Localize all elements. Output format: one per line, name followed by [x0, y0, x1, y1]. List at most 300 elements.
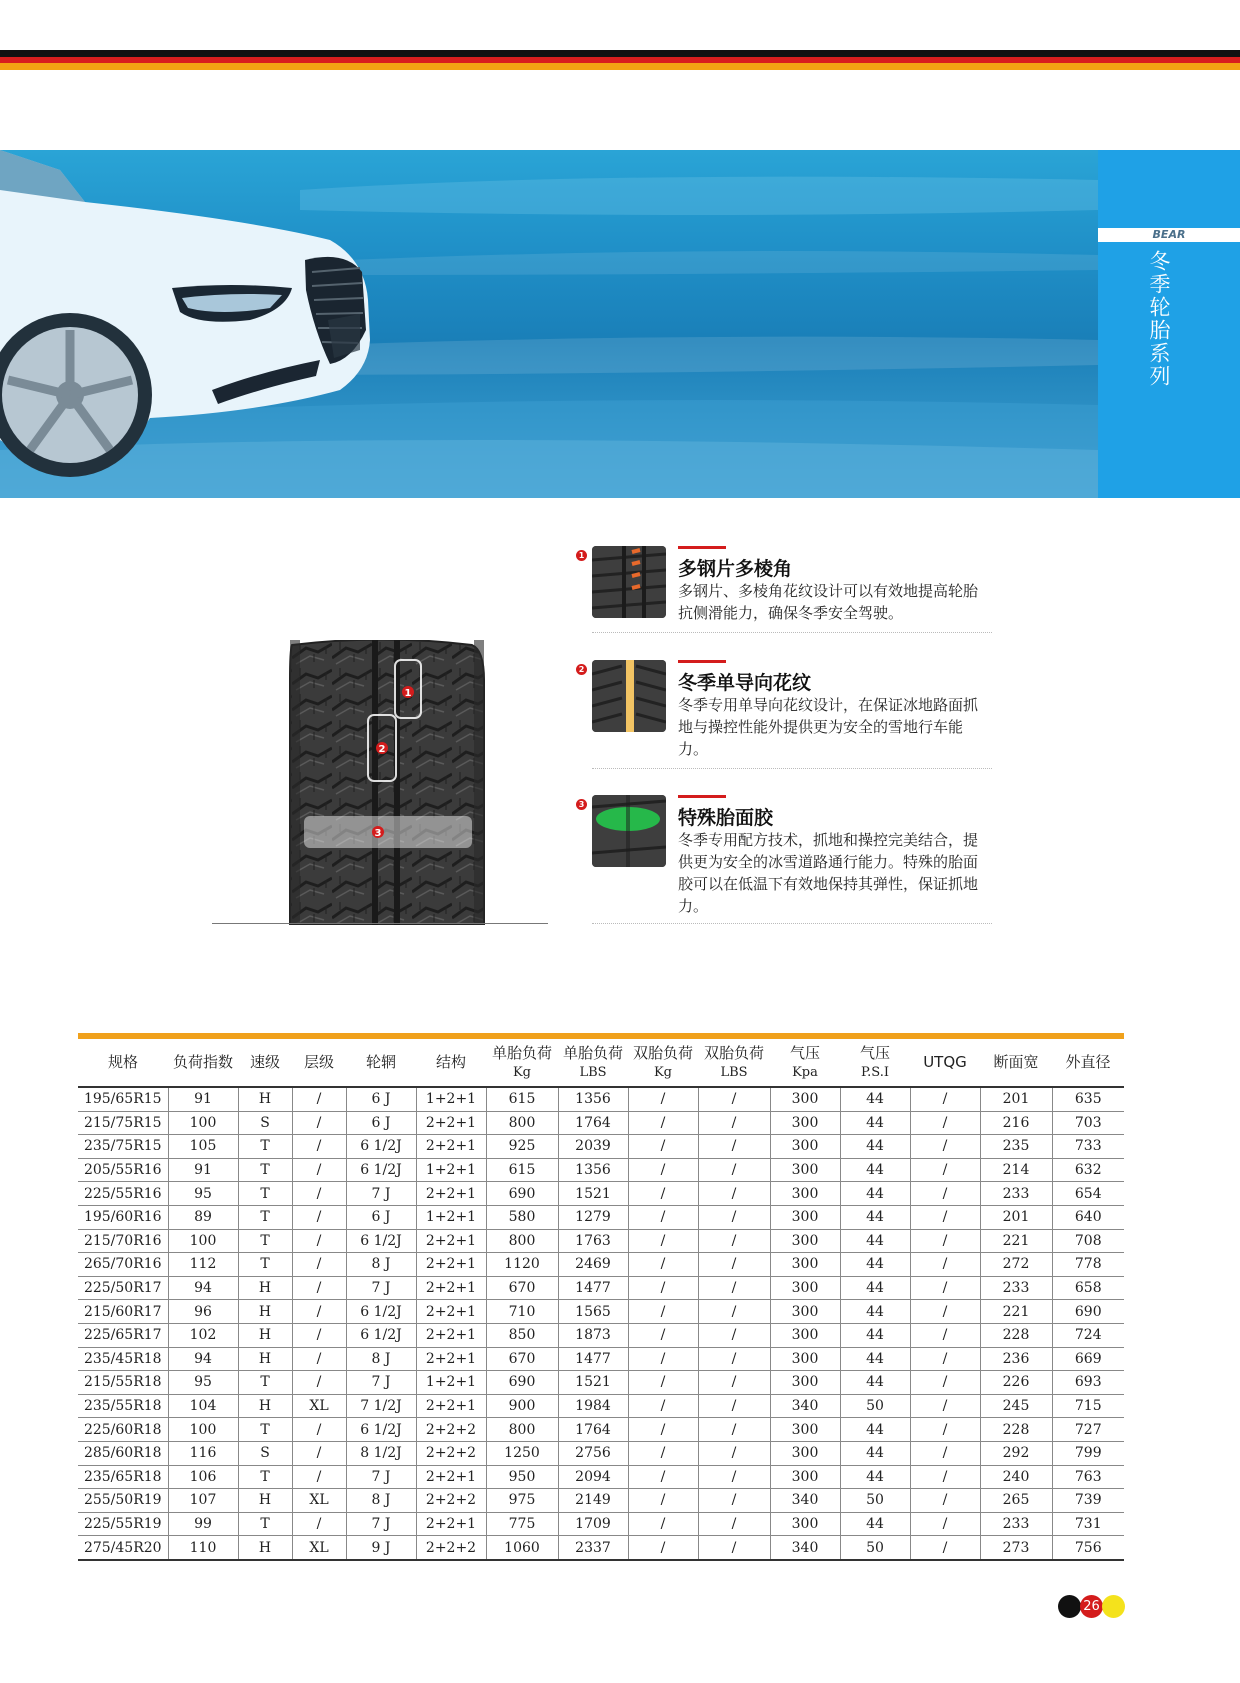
table-cell: / — [698, 1205, 770, 1229]
table-cell: / — [698, 1371, 770, 1395]
table-cell: 775 — [486, 1512, 558, 1536]
table-cell: 215/55R18 — [78, 1371, 168, 1395]
table-cell: 99 — [168, 1512, 238, 1536]
table-cell: / — [698, 1465, 770, 1489]
table-cell: / — [910, 1418, 980, 1442]
feature-accent-line — [678, 795, 726, 798]
table-cell: 116 — [168, 1441, 238, 1465]
column-header-unit: Kg — [512, 1064, 532, 1080]
table-cell: / — [628, 1300, 698, 1324]
column-header-label: 气压 — [789, 1043, 820, 1062]
table-cell: 800 — [486, 1229, 558, 1253]
table-row — [78, 1323, 1124, 1347]
table-cell: 44 — [840, 1276, 910, 1300]
table-cell: 265 — [980, 1489, 1052, 1513]
table-cell: / — [628, 1347, 698, 1371]
table-cell: 2+2+1 — [416, 1182, 486, 1206]
table-cell: H — [238, 1536, 292, 1560]
table-cell: 233 — [980, 1276, 1052, 1300]
table-cell: 800 — [486, 1418, 558, 1442]
column-header — [628, 1039, 698, 1087]
table-row — [78, 1205, 1124, 1229]
table-cell: 2+2+1 — [416, 1111, 486, 1135]
table-cell: 228 — [980, 1323, 1052, 1347]
table-row — [78, 1253, 1124, 1277]
table-cell: 1250 — [486, 1441, 558, 1465]
feature-description: 冬季专用单导向花纹设计，在保证冰地路面抓地与操控性能外提供更为安全的雪地行车能力。 — [678, 696, 979, 758]
table-cell: 236 — [980, 1347, 1052, 1371]
table-cell: 632 — [1052, 1158, 1124, 1182]
table-cell: 233 — [980, 1512, 1052, 1536]
table-cell: 9 J — [346, 1536, 416, 1560]
table-cell: / — [698, 1489, 770, 1513]
table-cell: / — [910, 1300, 980, 1324]
table-cell: 6 1/2J — [346, 1300, 416, 1324]
table-cell: / — [628, 1371, 698, 1395]
table-cell: 7 J — [346, 1512, 416, 1536]
table-cell: 6 1/2J — [346, 1323, 416, 1347]
table-cell: / — [910, 1229, 980, 1253]
spec-table-body — [78, 1087, 1124, 1560]
table-cell: 44 — [840, 1323, 910, 1347]
table-cell: 107 — [168, 1489, 238, 1513]
table-cell: 300 — [770, 1512, 840, 1536]
table-cell: 2+2+1 — [416, 1323, 486, 1347]
feature-title: 特殊胎面胶 — [678, 807, 774, 829]
feature-accent-line — [678, 660, 726, 663]
table-cell: 340 — [770, 1536, 840, 1560]
table-cell: / — [628, 1276, 698, 1300]
top-stripe-black — [0, 50, 1240, 57]
table-cell: 44 — [840, 1300, 910, 1324]
column-header-unit: Kpa — [792, 1064, 818, 1080]
table-cell: / — [698, 1135, 770, 1159]
table-cell: / — [628, 1158, 698, 1182]
table-cell: / — [698, 1394, 770, 1418]
table-cell: 272 — [980, 1253, 1052, 1277]
table-cell: / — [628, 1323, 698, 1347]
column-header-unit: LBS — [579, 1064, 607, 1080]
table-cell: 2+2+1 — [416, 1347, 486, 1371]
table-cell: 6 1/2J — [346, 1158, 416, 1182]
table-cell: / — [292, 1300, 346, 1324]
column-header-label: 规格 — [107, 1053, 138, 1071]
table-cell: 44 — [840, 1441, 910, 1465]
column-header — [910, 1039, 980, 1087]
table-cell: S — [238, 1111, 292, 1135]
table-row — [78, 1371, 1124, 1395]
table-cell: 44 — [840, 1087, 910, 1111]
table-cell: / — [910, 1323, 980, 1347]
table-cell: 44 — [840, 1465, 910, 1489]
table-cell: 225/60R18 — [78, 1418, 168, 1442]
table-cell: H — [238, 1087, 292, 1111]
table-cell: 233 — [980, 1182, 1052, 1206]
table-row — [78, 1276, 1124, 1300]
table-cell: 763 — [1052, 1465, 1124, 1489]
table-cell: 96 — [168, 1300, 238, 1324]
page-indicator — [1058, 1595, 1138, 1619]
table-cell: 300 — [770, 1347, 840, 1371]
table-cell: / — [910, 1394, 980, 1418]
spec-table — [78, 1039, 1124, 1561]
table-cell: / — [628, 1418, 698, 1442]
table-cell: 6 1/2J — [346, 1418, 416, 1442]
table-cell: / — [292, 1135, 346, 1159]
table-cell: / — [628, 1229, 698, 1253]
table-cell: 950 — [486, 1465, 558, 1489]
table-row — [78, 1536, 1124, 1560]
table-cell: 292 — [980, 1441, 1052, 1465]
table-cell: 1356 — [558, 1158, 628, 1182]
table-cell: 300 — [770, 1111, 840, 1135]
column-header-unit: P.S.I — [861, 1064, 889, 1080]
table-row — [78, 1111, 1124, 1135]
table-cell: / — [698, 1111, 770, 1135]
table-row — [78, 1182, 1124, 1206]
table-cell: 1873 — [558, 1323, 628, 1347]
table-cell: 340 — [770, 1489, 840, 1513]
table-cell: / — [910, 1087, 980, 1111]
table-cell: 300 — [770, 1253, 840, 1277]
column-header-label: 双胎负荷 — [703, 1043, 764, 1062]
table-cell: 221 — [980, 1300, 1052, 1324]
table-cell: 2469 — [558, 1253, 628, 1277]
column-header-label: 速级 — [249, 1053, 280, 1071]
table-cell: / — [910, 1276, 980, 1300]
column-header-label: 断面宽 — [993, 1053, 1039, 1071]
table-cell: T — [238, 1158, 292, 1182]
table-cell: 1+2+1 — [416, 1371, 486, 1395]
table-cell: 669 — [1052, 1347, 1124, 1371]
table-cell: 235/65R18 — [78, 1465, 168, 1489]
table-cell: 44 — [840, 1135, 910, 1159]
table-cell: / — [698, 1182, 770, 1206]
table-cell: 2756 — [558, 1441, 628, 1465]
table-cell: 1763 — [558, 1229, 628, 1253]
table-cell: 100 — [168, 1229, 238, 1253]
table-cell: 2+2+2 — [416, 1441, 486, 1465]
table-cell: S — [238, 1441, 292, 1465]
table-cell: 727 — [1052, 1418, 1124, 1442]
table-cell: / — [628, 1489, 698, 1513]
table-cell: 245 — [980, 1394, 1052, 1418]
table-cell: 724 — [1052, 1323, 1124, 1347]
table-cell: 228 — [980, 1418, 1052, 1442]
table-cell: 2+2+1 — [416, 1512, 486, 1536]
table-cell: 670 — [486, 1276, 558, 1300]
table-cell: 205/55R16 — [78, 1158, 168, 1182]
table-cell: 300 — [770, 1135, 840, 1159]
table-cell: / — [698, 1276, 770, 1300]
table-cell: 778 — [1052, 1253, 1124, 1277]
table-cell: 2+2+2 — [416, 1489, 486, 1513]
table-cell: 44 — [840, 1205, 910, 1229]
table-cell: 221 — [980, 1229, 1052, 1253]
feature-description: 冬季专用配方技术，抓地和操控完美结合，提供更为安全的冰雪道路通行能力。特殊的胎面胶可以在低温下有效地保持其弹性，保证抓地力。 — [678, 831, 979, 915]
table-cell: 1709 — [558, 1512, 628, 1536]
ground-line — [212, 923, 548, 924]
top-stripe-gold — [0, 63, 1240, 70]
table-cell: 1120 — [486, 1253, 558, 1277]
table-row — [78, 1512, 1124, 1536]
table-cell: 6 1/2J — [346, 1135, 416, 1159]
table-cell: T — [238, 1182, 292, 1206]
table-cell: 285/60R18 — [78, 1441, 168, 1465]
table-cell: 95 — [168, 1371, 238, 1395]
table-cell: 690 — [486, 1371, 558, 1395]
table-cell: 2337 — [558, 1536, 628, 1560]
table-cell: 658 — [1052, 1276, 1124, 1300]
series-side-tab — [1098, 150, 1240, 498]
table-cell: / — [698, 1536, 770, 1560]
feature-accent-line — [678, 546, 726, 549]
table-cell: 215/75R15 — [78, 1111, 168, 1135]
table-cell: / — [628, 1182, 698, 1206]
table-cell: 8 1/2J — [346, 1441, 416, 1465]
table-cell: 690 — [486, 1182, 558, 1206]
table-cell: / — [910, 1182, 980, 1206]
table-cell: 708 — [1052, 1229, 1124, 1253]
table-cell: H — [238, 1489, 292, 1513]
table-cell: / — [910, 1536, 980, 1560]
table-cell: 7 1/2J — [346, 1394, 416, 1418]
table-cell: 850 — [486, 1323, 558, 1347]
table-cell: 1565 — [558, 1300, 628, 1324]
table-cell: / — [292, 1441, 346, 1465]
table-cell: 94 — [168, 1347, 238, 1371]
table-cell: 300 — [770, 1371, 840, 1395]
table-cell: 715 — [1052, 1394, 1124, 1418]
table-row — [78, 1158, 1124, 1182]
table-cell: H — [238, 1323, 292, 1347]
table-cell: 104 — [168, 1394, 238, 1418]
table-cell: 300 — [770, 1276, 840, 1300]
table-cell: XL — [292, 1394, 346, 1418]
column-header-label: UTQG — [923, 1053, 967, 1071]
table-cell: / — [292, 1418, 346, 1442]
table-cell: / — [698, 1512, 770, 1536]
page-dot-yellow — [1102, 1595, 1125, 1618]
table-cell: 44 — [840, 1158, 910, 1182]
table-cell: / — [628, 1441, 698, 1465]
column-header — [486, 1039, 558, 1087]
feature-item-3 — [572, 795, 992, 925]
table-cell: / — [628, 1536, 698, 1560]
table-cell: / — [292, 1323, 346, 1347]
feature-number: 2 — [576, 664, 587, 675]
table-cell: 216 — [980, 1111, 1052, 1135]
spec-table-header-row — [78, 1039, 1124, 1087]
column-header-unit: LBS — [720, 1064, 748, 1080]
table-cell: 733 — [1052, 1135, 1124, 1159]
table-cell: 2+2+1 — [416, 1300, 486, 1324]
table-cell: 106 — [168, 1465, 238, 1489]
table-cell: 300 — [770, 1418, 840, 1442]
table-cell: T — [238, 1465, 292, 1489]
table-cell: 690 — [1052, 1300, 1124, 1324]
table-cell: / — [292, 1182, 346, 1206]
table-cell: 731 — [1052, 1512, 1124, 1536]
table-cell: 300 — [770, 1158, 840, 1182]
table-cell: 1+2+1 — [416, 1205, 486, 1229]
feature-thumbnail-compound — [592, 795, 666, 867]
table-cell: 300 — [770, 1323, 840, 1347]
table-row — [78, 1087, 1124, 1111]
table-cell: / — [292, 1253, 346, 1277]
table-cell: 6 J — [346, 1111, 416, 1135]
table-cell: 1+2+1 — [416, 1087, 486, 1111]
table-cell: / — [698, 1441, 770, 1465]
table-cell: / — [292, 1371, 346, 1395]
tire-tread-illustration — [212, 640, 552, 925]
feature-number: 3 — [576, 799, 587, 810]
table-cell: 7 J — [346, 1182, 416, 1206]
table-cell: 2039 — [558, 1135, 628, 1159]
table-cell: 2+2+1 — [416, 1229, 486, 1253]
table-cell: 300 — [770, 1441, 840, 1465]
table-cell: 44 — [840, 1229, 910, 1253]
page-dot-black — [1058, 1595, 1081, 1618]
table-cell: 340 — [770, 1394, 840, 1418]
table-cell: H — [238, 1300, 292, 1324]
table-cell: 112 — [168, 1253, 238, 1277]
table-cell: T — [238, 1253, 292, 1277]
table-cell: 703 — [1052, 1111, 1124, 1135]
table-row — [78, 1394, 1124, 1418]
table-cell: 1+2+1 — [416, 1158, 486, 1182]
feature-divider — [592, 632, 992, 633]
table-cell: 615 — [486, 1087, 558, 1111]
table-cell: / — [292, 1465, 346, 1489]
table-cell: / — [628, 1394, 698, 1418]
column-header — [840, 1039, 910, 1087]
table-cell: T — [238, 1371, 292, 1395]
column-header-label: 结构 — [435, 1053, 466, 1071]
table-cell: / — [698, 1418, 770, 1442]
table-cell: 235/75R15 — [78, 1135, 168, 1159]
table-cell: 44 — [840, 1253, 910, 1277]
table-row — [78, 1489, 1124, 1513]
table-cell: / — [628, 1111, 698, 1135]
feature-number: 1 — [576, 550, 587, 561]
table-cell: / — [628, 1205, 698, 1229]
table-cell: 2+2+1 — [416, 1276, 486, 1300]
tire-marker-2: 2 — [378, 744, 386, 755]
table-cell: 2+2+1 — [416, 1253, 486, 1277]
table-cell: 100 — [168, 1111, 238, 1135]
column-header — [1052, 1039, 1124, 1087]
table-cell: 1279 — [558, 1205, 628, 1229]
table-cell: 44 — [840, 1512, 910, 1536]
table-cell: 100 — [168, 1418, 238, 1442]
table-cell: / — [910, 1465, 980, 1489]
table-cell: / — [628, 1087, 698, 1111]
table-cell: 215/60R17 — [78, 1300, 168, 1324]
table-cell: 640 — [1052, 1205, 1124, 1229]
table-cell: 201 — [980, 1087, 1052, 1111]
table-cell: / — [698, 1323, 770, 1347]
feature-title: 冬季单导向花纹 — [678, 672, 812, 694]
table-cell: 275/45R20 — [78, 1536, 168, 1560]
table-cell: / — [910, 1205, 980, 1229]
table-cell: 6 J — [346, 1087, 416, 1111]
table-cell: / — [698, 1347, 770, 1371]
table-cell: 300 — [770, 1465, 840, 1489]
table-cell: / — [910, 1512, 980, 1536]
table-cell: 300 — [770, 1229, 840, 1253]
table-cell: 7 J — [346, 1371, 416, 1395]
table-cell: 1764 — [558, 1111, 628, 1135]
table-cell: T — [238, 1418, 292, 1442]
page-number: 26 — [1080, 1595, 1103, 1618]
brand-logo: BEAR — [1098, 228, 1240, 242]
table-cell: 580 — [486, 1205, 558, 1229]
table-cell: / — [910, 1371, 980, 1395]
table-cell: 8 J — [346, 1489, 416, 1513]
series-title: 冬季轮胎系列 — [1147, 250, 1171, 388]
table-cell: 94 — [168, 1276, 238, 1300]
table-cell: 226 — [980, 1371, 1052, 1395]
column-header-label: 单胎负荷 — [562, 1043, 623, 1062]
table-cell: 50 — [840, 1489, 910, 1513]
table-cell: / — [910, 1135, 980, 1159]
table-cell: 225/55R16 — [78, 1182, 168, 1206]
feature-item-1 — [572, 546, 992, 636]
table-cell: / — [292, 1229, 346, 1253]
table-cell: 1764 — [558, 1418, 628, 1442]
table-cell: 1356 — [558, 1087, 628, 1111]
table-cell: 102 — [168, 1323, 238, 1347]
column-header-label: 外直径 — [1065, 1053, 1111, 1071]
column-header-unit: Kg — [653, 1064, 673, 1080]
table-cell: 670 — [486, 1347, 558, 1371]
table-cell: H — [238, 1276, 292, 1300]
table-cell: 300 — [770, 1087, 840, 1111]
table-cell: XL — [292, 1536, 346, 1560]
feature-divider — [592, 923, 992, 924]
table-cell: 615 — [486, 1158, 558, 1182]
table-cell: T — [238, 1135, 292, 1159]
table-cell: 95 — [168, 1182, 238, 1206]
table-cell: / — [628, 1512, 698, 1536]
table-cell: H — [238, 1347, 292, 1371]
table-cell: 44 — [840, 1418, 910, 1442]
table-cell: 105 — [168, 1135, 238, 1159]
column-header — [238, 1039, 292, 1087]
table-cell: 91 — [168, 1158, 238, 1182]
table-cell: / — [292, 1276, 346, 1300]
table-cell: 1521 — [558, 1182, 628, 1206]
column-header — [698, 1039, 770, 1087]
table-cell: 2+2+1 — [416, 1394, 486, 1418]
table-cell: / — [628, 1465, 698, 1489]
table-cell: / — [910, 1253, 980, 1277]
table-cell: 110 — [168, 1536, 238, 1560]
table-cell: 240 — [980, 1465, 1052, 1489]
column-header-label: 轮辋 — [365, 1053, 396, 1071]
table-row — [78, 1347, 1124, 1371]
table-cell: / — [910, 1158, 980, 1182]
table-cell: / — [292, 1111, 346, 1135]
table-cell: 756 — [1052, 1536, 1124, 1560]
tire-marker-1: 1 — [404, 688, 412, 699]
table-cell: 635 — [1052, 1087, 1124, 1111]
feature-title: 多钢片多棱角 — [678, 558, 793, 580]
table-cell: T — [238, 1229, 292, 1253]
table-cell: / — [698, 1229, 770, 1253]
table-cell: 235 — [980, 1135, 1052, 1159]
